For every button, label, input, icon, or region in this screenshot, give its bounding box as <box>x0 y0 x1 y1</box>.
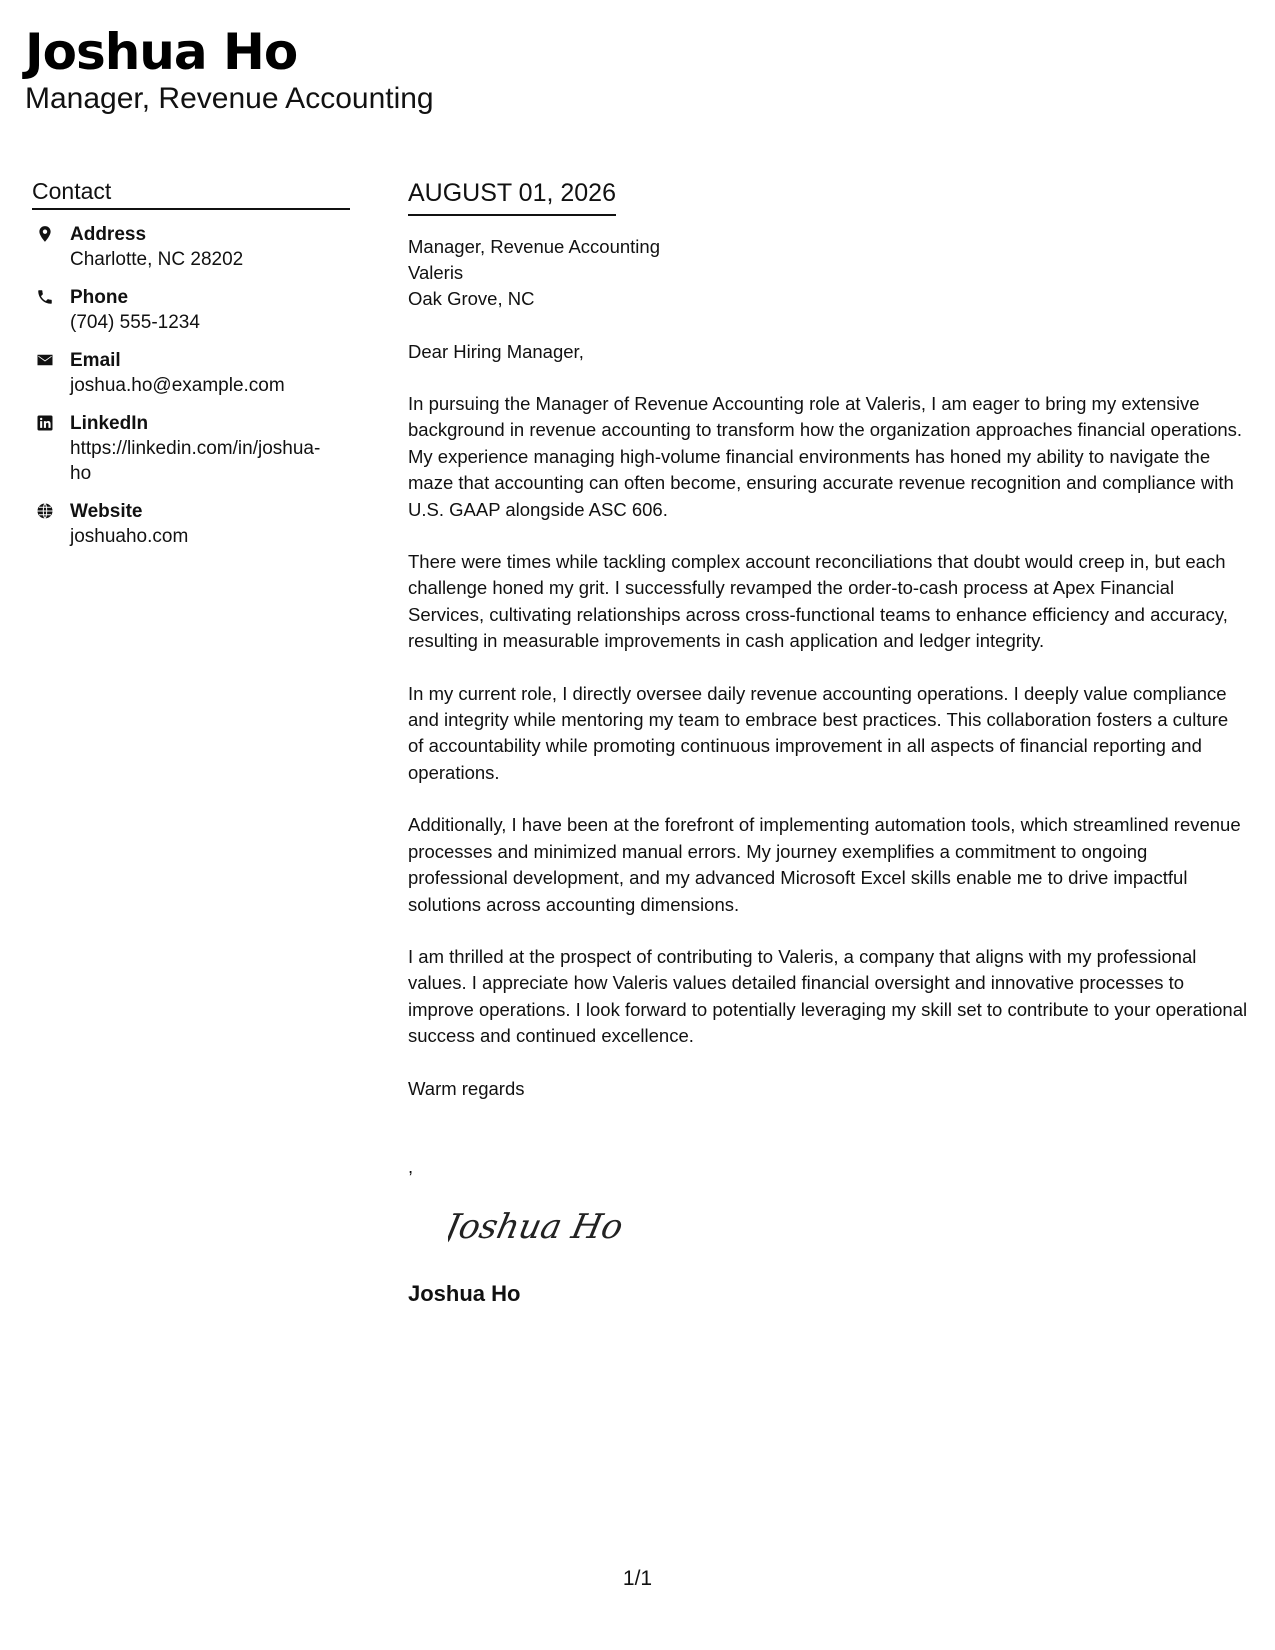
contact-item-address <box>32 222 350 272</box>
candidate-name: Joshua Ho <box>25 23 298 81</box>
linkedin-link[interactable]: https://linkedin.com/in/joshua-ho <box>70 438 321 484</box>
contact-heading: Contact <box>32 176 350 210</box>
website-link[interactable]: joshuaho.com <box>70 526 189 547</box>
letter-body <box>408 176 1248 1308</box>
phone-icon <box>32 285 70 335</box>
signer-name: Joshua Ho <box>408 1280 521 1306</box>
letter-paragraph: I am thrilled at the prospect of contributing to Valeris, a company that aligns with my professional values. I appreciate how Valeris values detailed financial oversight and innovative processes to improve operations. I look forward to potentially leveraging my skill set to contribute to your operational success and continued excellence. <box>408 945 1248 1047</box>
letter-paragraph: There were times while tackling complex account reconciliations that doubt would creep in, but each challenge honed my grit. I successfully revamped the order-to-cash process at Apex Financial Services, cultivating relationships across cross-functional teams to enhance efficiency and accuracy, resulting in measurable improvements in cash application and ledger integrity. <box>408 551 1228 652</box>
contact-item-linkedin <box>32 411 350 486</box>
letter-paragraph: In my current role, I directly oversee daily revenue accounting operations. I deeply value compliance and integrity while mentoring my team to embrace best practices. This collaboration fosters a culture of accountability while promoting continuous improvement in all aspects of financial reporting and operations. <box>408 682 1229 783</box>
signature-text: Joshua Ho <box>448 1206 627 1247</box>
candidate-title: Manager, Revenue Accounting <box>25 82 434 115</box>
address-value: Charlotte, NC 28202 <box>70 249 244 270</box>
contact-item-website <box>32 499 350 549</box>
contact-label: Website <box>70 501 143 522</box>
recipient-block <box>408 234 1248 312</box>
letter-paragraph: In pursuing the Manager of Revenue Accounting role at Valeris, I am eager to bring my extensive background in revenue accounting to transform how the organization approaches financial operations. My experience managing high-volume financial environments has honed my ability to navigate the maze that accounting can often become, ensuring accurate revenue recognition and compliance with U.S. GAAP alongside ASC 606. <box>408 393 1243 520</box>
contact-label: LinkedIn <box>70 413 149 434</box>
linkedin-icon <box>32 411 70 486</box>
contact-item-phone <box>32 285 350 335</box>
contact-sidebar <box>32 176 350 562</box>
recipient-line: Manager, Revenue Accounting <box>408 236 660 257</box>
letter-date: AUGUST 01, 2026 <box>408 176 616 216</box>
page-number: 1/1 <box>622 1567 653 1590</box>
globe-icon <box>32 499 70 549</box>
email-link[interactable]: joshua.ho@example.com <box>70 375 285 396</box>
contact-item-email <box>32 348 350 398</box>
closing: Warm regards <box>408 1077 525 1099</box>
contact-label: Email <box>70 350 121 371</box>
closing-comma: , <box>408 1155 414 1177</box>
contact-label: Phone <box>70 287 129 308</box>
phone-value[interactable]: (704) 555-1234 <box>70 312 200 333</box>
recipient-line: Valeris <box>408 262 464 283</box>
recipient-line: Oak Grove, NC <box>408 288 535 309</box>
envelope-icon <box>32 348 70 398</box>
greeting: Dear Hiring Manager, <box>408 341 584 362</box>
contact-label: Address <box>70 224 147 245</box>
map-pin-icon <box>32 222 70 272</box>
signature-image <box>448 1198 1248 1258</box>
letter-paragraph: Additionally, I have been at the forefront of implementing automation tools, which streamlined revenue processes and minimized manual errors. My journey exemplifies a commitment to ongoing professional development, and my advanced Microsoft Excel skills enable me to drive impactful solutions across accounting dimensions. <box>408 814 1241 915</box>
header <box>25 22 434 116</box>
